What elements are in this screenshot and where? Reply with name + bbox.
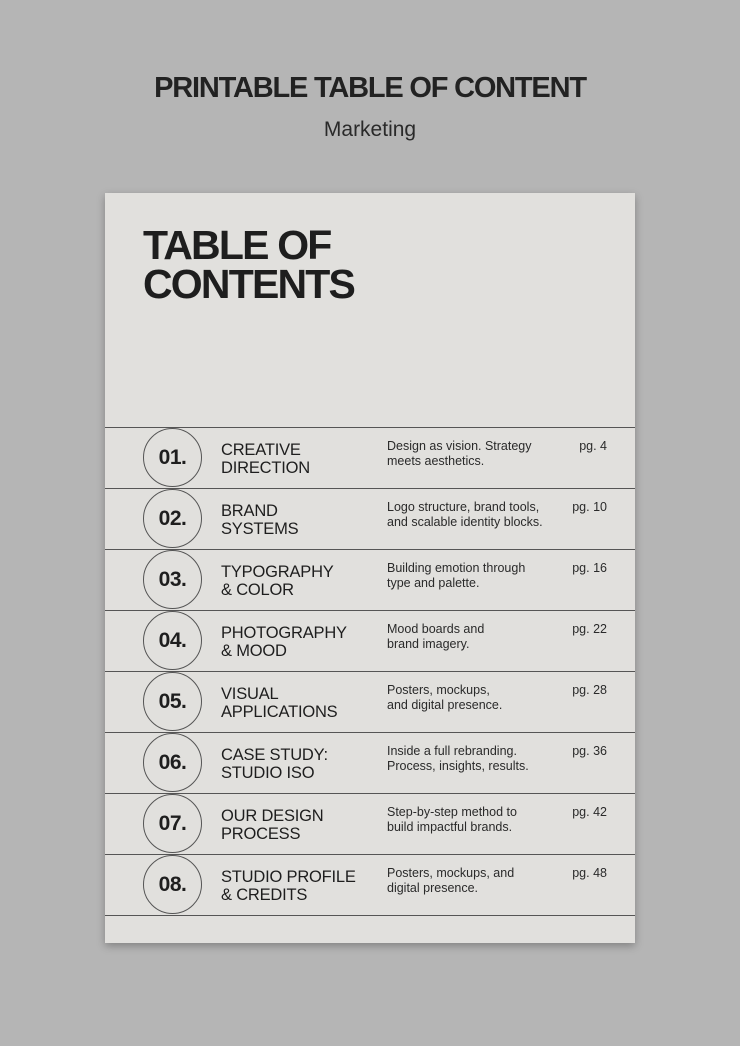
entry-title: BRAND SYSTEMS [221,502,299,538]
entry-description: Step-by-step method to build impactful brands. [387,805,517,834]
toc-entry [105,611,635,672]
entry-number: 06. [143,733,202,792]
entry-title: TYPOGRAPHY & COLOR [221,563,334,599]
entry-title: OUR DESIGN PROCESS [221,807,324,843]
entry-number: 04. [143,611,202,670]
entry-page: pg. 4 [579,439,607,453]
entry-description: Posters, mockups, and digital presence. [387,866,515,895]
toc-entry [105,855,635,916]
header-title: PRINTABLE TABLE OF CONTENT [154,72,586,104]
entry-number: 01. [143,428,202,487]
entry-page: pg. 16 [572,561,607,575]
entry-page: pg. 42 [572,805,607,819]
entry-title: CASE STUDY: STUDIO ISO [221,746,328,782]
entry-page: pg. 28 [572,683,607,697]
entry-title: VISUAL APPLICATIONS [221,685,338,721]
entry-description: Inside a full rebranding. Process, insights, results. [387,744,529,773]
entry-description: Design as vision. Strategy meets aesthetics. [387,439,532,468]
entry-page: pg. 36 [572,744,607,758]
entry-title: PHOTOGRAPHY & MOOD [221,624,347,660]
entry-page: pg. 10 [572,500,607,514]
entry-title: STUDIO PROFILE & CREDITS [221,868,356,904]
entry-number: 05. [143,672,202,731]
entry-page: pg. 48 [572,866,607,880]
toc-entry [105,489,635,550]
entry-title: CREATIVE DIRECTION [221,441,310,477]
header-subtitle: Marketing [323,118,417,141]
entry-page: pg. 22 [572,622,607,636]
entry-description: Posters, mockups, and digital presence. [387,683,503,712]
entry-description: Logo structure, brand tools, and scalable identity blocks. [387,500,543,529]
entry-number: 03. [143,550,202,609]
toc-sheet [105,193,635,943]
entry-number: 08. [143,855,202,914]
toc-entry [105,428,635,489]
entry-description: Building emotion through type and palette. [387,561,526,590]
toc-entry [105,550,635,611]
toc-entry [105,794,635,855]
toc-entry [105,672,635,733]
entry-description: Mood boards and brand imagery. [387,622,485,651]
sheet-title: TABLE OF CONTENTS [143,222,355,307]
toc-list [105,427,635,914]
entry-number: 02. [143,489,202,548]
entry-number: 07. [143,794,202,853]
toc-entry [105,733,635,794]
